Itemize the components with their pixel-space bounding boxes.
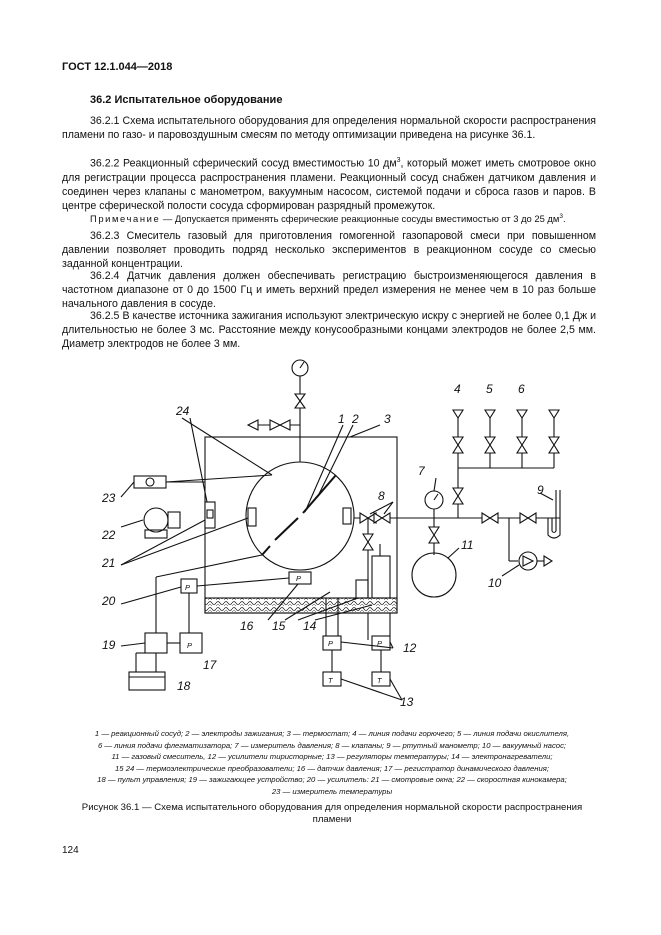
callout-16: 16 <box>240 619 254 633</box>
callout-13: 13 <box>400 695 414 709</box>
high-speed-camera <box>144 508 168 532</box>
viewing-window <box>248 508 256 526</box>
paragraph-36-2-5: 36.2.5 В качестве источника зажигания используют электрическую искру с энергией не более 0,1 Дж и длительностью не более 3 мс. Расстояние между конусообразными концами электродов не более 2,5 мм. Диаметр электродов не более 3 мм. <box>62 310 596 350</box>
callout-7: 7 <box>418 464 425 478</box>
regulator-letter: T <box>377 676 382 685</box>
sensor-letter: P <box>296 574 302 583</box>
callout-18: 18 <box>177 679 191 693</box>
figure-legend <box>62 728 602 798</box>
callout-24: 24 <box>176 404 190 418</box>
ignition-electrode <box>275 518 298 540</box>
callout-1: 1 <box>338 412 345 426</box>
callout-3: 3 <box>384 412 391 426</box>
callout-23: 23 <box>102 491 116 505</box>
callout-11: 11 <box>461 538 474 552</box>
regulator-letter: T <box>328 676 333 685</box>
legend-line: 11 — газовый смеситель, 12 — усилители тиристорные; 13 — регуляторы температуры; 14 — электронагреватели; <box>111 752 553 762</box>
callout-6: 6 <box>518 382 525 396</box>
control-panel <box>129 672 165 690</box>
paragraph-36-2-3: 36.2.3 Смеситель газовый для приготовления гомогенной газопаровой смеси при повышенном давлении позволяет проводить подряд несколько экспериментов в реакционном сосуде со смесью заданной концентрации. <box>62 230 596 270</box>
recorder-letter: P <box>187 641 193 650</box>
paragraph-36-2-1: 36.2.1 Схема испытательного оборудования для определения нормальной скорости распространения пламени по газо- и паровоздушным смесям по методу оптимизации приведена на рисунке 36.1. <box>62 115 596 141</box>
legend-line: 1 — реакционный сосуд; 2 — электроды зажигания; 3 — термостат; 4 — линия подачи горючего; 5 — линия подачи окислителя, <box>94 729 570 738</box>
legend-line: 15 24 — термоэлектрические преобразователи; 16 — датчик давления; 17 — регистратор динамического давления; <box>115 763 549 773</box>
amplifier-letter: P <box>328 639 334 648</box>
callout-21: 21 <box>102 556 116 570</box>
ignition-device <box>145 633 167 653</box>
callout-4: 4 <box>454 382 461 396</box>
callout-10: 10 <box>488 576 502 590</box>
callout-14: 14 <box>303 619 317 633</box>
amplifier-letter: P <box>185 583 191 592</box>
paragraph-36-2-4: 36.2.4 Датчик давления должен обеспечивать регистрацию быстроизменяющегося давления в частотном диапазоне от 0 до 1500 Гц и иметь верхний предел измерения не менее чем в 10 раз больше начального давления в сосуде. <box>62 270 596 310</box>
callout-15: 15 <box>272 619 286 633</box>
legend-line: 23 — измеритель температуры <box>271 786 393 796</box>
callout-2: 2 <box>352 412 359 426</box>
page-number: 124 <box>62 845 79 856</box>
paragraph-36-2-2: 36.2.2 Реакционный сферический сосуд вместимостью 10 $дм^3$, который может иметь смотровое окно для регистрации процесса распространения пламени. Реакционный сосуд снабжен датчиком давления и соединен через клапаны с манометром, вакуумным насосом, системой подачи и сброса газов и паров. В центре сферической полости сосуда сформирован разрядный промежуток. <box>62 157 597 212</box>
legend-line: 18 — пульт управления; 19 — зажигающее устройство; 20 — усилитель: 21 — смотровые окна; 22 — скоростная кинокамера; <box>97 775 567 785</box>
callout-12: 12 <box>403 641 417 655</box>
caption-line: пламени <box>312 814 352 825</box>
legend-line: 6 — линия подачи флегматизатора; 7 — измеритель давления; 8 — клапаны; 9 — ртутный манометр; 10 — вакуумный насос; <box>97 740 567 750</box>
vacuum-pump <box>519 552 537 570</box>
amplifier-letter: P <box>377 639 383 648</box>
callout-8: 8 <box>378 489 385 503</box>
gas-mixer <box>412 553 456 597</box>
figure-caption <box>62 802 602 826</box>
note: Примечание — Допускается применять сферические реакционные сосуды вместимостью от 3 до 25 $дм^3$. <box>90 213 566 225</box>
section-title: 36.2 Испытательное оборудование <box>90 94 283 106</box>
callout-20: 20 <box>102 594 116 608</box>
caption-line: Рисунок 36.1 — Схема испытательного оборудования для определения нормальной скорости распространения <box>81 802 583 813</box>
callout-19: 19 <box>102 638 116 652</box>
callout-22: 22 <box>102 528 116 542</box>
callout-5: 5 <box>486 382 493 396</box>
callout-9: 9 <box>537 483 544 497</box>
callout-17: 17 <box>203 658 217 672</box>
document-header: ГОСТ 12.1.044—2018 <box>62 61 173 73</box>
test-equipment-diagram <box>90 352 580 722</box>
